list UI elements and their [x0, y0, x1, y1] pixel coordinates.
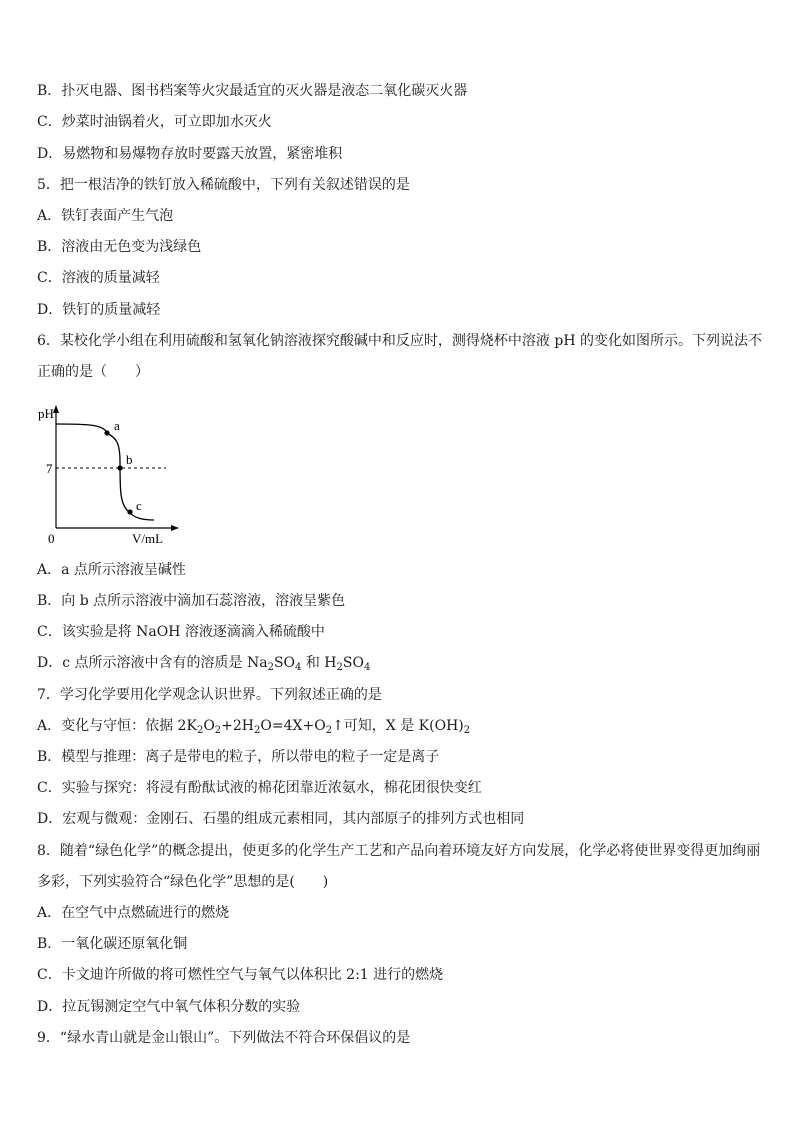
x-axis-arrow-icon: [171, 525, 179, 531]
y-axis-arrow-icon: [53, 405, 59, 413]
q6-option-c: C．该实验是将 NaOH 溶液逐滴滴入稀硫酸中: [37, 624, 325, 640]
q7a-sub: 2: [325, 725, 333, 736]
q5-option-d: D．铁钉的质量减轻: [37, 302, 161, 318]
q7a-sub: 2: [196, 725, 204, 736]
q7a-text: ↑可知，X 是 K(OH): [332, 718, 464, 734]
q6d-sub: 2: [267, 662, 274, 673]
point-c: [127, 509, 132, 514]
q8-option-a: A．在空气中点燃硫进行的燃烧: [37, 905, 230, 921]
q5-option-c: C．溶液的质量减轻: [37, 270, 160, 286]
q6-option-b: B．向 b 点所示溶液中滴加石蕊溶液，溶液呈紫色: [37, 593, 346, 609]
q7-option-c: C．实验与探究：将浸有酚酞试液的棉花团靠近浓氨水，棉花团很快变红: [37, 780, 482, 796]
q7a-text: O=4X+O: [260, 718, 326, 734]
question-5-stem: 5．把一根洁净的铁钉放入稀硫酸中，下列有关叙述错误的是: [37, 177, 410, 193]
q6d-text: SO: [273, 655, 296, 671]
q6-option-a: A．a 点所示溶液呈碱性: [37, 562, 186, 578]
q7-option-a: [37, 716, 470, 736]
question-9-stem: 9．“绿水青山就是金山银山”。下列做法不符合环保倡议的是: [37, 1030, 411, 1046]
y-tick-7: 7: [46, 461, 53, 476]
q6d-sub: 4: [295, 662, 302, 673]
question-7-stem: 7．学习化学要用化学观念认识世界。下列叙述正确的是: [37, 687, 382, 703]
q5-option-a: A．铁钉表面产生气泡: [37, 208, 174, 224]
question-6-stem-cont: 正确的是（ ）: [37, 364, 149, 380]
q6d-text: 和 H: [301, 655, 337, 671]
q7-option-b: B．模型与推理：离子是带电的粒子，所以带电的粒子一定是离子: [37, 749, 440, 765]
point-a: [104, 430, 109, 435]
x-axis-label: V/mL: [132, 531, 164, 546]
q8-option-c: C．卡文迪许所做的将可燃性空气与氧气以体积比 2:1 进行的燃烧: [37, 967, 444, 983]
point-b: [117, 465, 122, 470]
q8-option-d: D．拉瓦锡测定空气中氧气体积分数的实验: [37, 999, 301, 1015]
q6d-text: D．c 点所示溶液中含有的溶质是 Na: [37, 655, 268, 671]
ph-curve-diagram: [34, 400, 184, 550]
q6-option-d: [37, 653, 370, 673]
point-b-label: b: [126, 452, 133, 467]
option-c-oil-fire: C．炒菜时油锅着火，可立即加水灭火: [37, 114, 272, 130]
q7a-sub: 2: [463, 725, 471, 736]
ph-titration-figure: [34, 400, 184, 550]
q6d-sub: 2: [336, 662, 343, 673]
option-b-fire-extinguisher: B．扑灭电器、图书档案等火灾最适宜的灭火器是液态二氧化碳灭火器: [37, 83, 468, 99]
point-c-label: c: [136, 498, 142, 513]
q5-option-b: B．溶液由无色变为浅绿色: [37, 239, 202, 255]
q7a-sub: 2: [254, 725, 261, 736]
y-axis-label: pH: [38, 406, 54, 421]
q7a-text: O: [203, 718, 215, 734]
q7a-sub: 2: [214, 725, 222, 736]
q6d-text: SO: [342, 655, 364, 671]
q7-option-d: D．宏观与微观：金刚石、石墨的组成元素相同，其内部原子的排列方式也相同: [37, 811, 525, 827]
question-8-stem-cont: 多彩，下列实验符合“绿色化学”思想的是( ): [37, 874, 329, 890]
question-6-stem: 6．某校化学小组在利用硫酸和氢氧化钠溶液探究酸碱中和反应时，测得烧杯中溶液 pH 的变化如图所示。下列说法不: [37, 333, 762, 349]
q8-option-b: B．一氧化碳还原氧化铜: [37, 936, 188, 952]
origin-label: 0: [48, 531, 55, 546]
question-8-stem: 8．随着“绿色化学”的概念提出，使更多的化学生产工艺和产品向着环境友好方向发展，化学必将使世界变得更加绚丽: [37, 843, 761, 859]
option-d-flammable-storage: D．易燃物和易爆物存放时要露天放置，紧密堆积: [37, 146, 343, 162]
q6d-sub: 4: [363, 662, 371, 673]
q7a-text: +2H: [221, 718, 255, 734]
q7a-text: A．变化与守恒：依据 2K: [37, 718, 197, 734]
point-a-label: a: [114, 418, 120, 433]
